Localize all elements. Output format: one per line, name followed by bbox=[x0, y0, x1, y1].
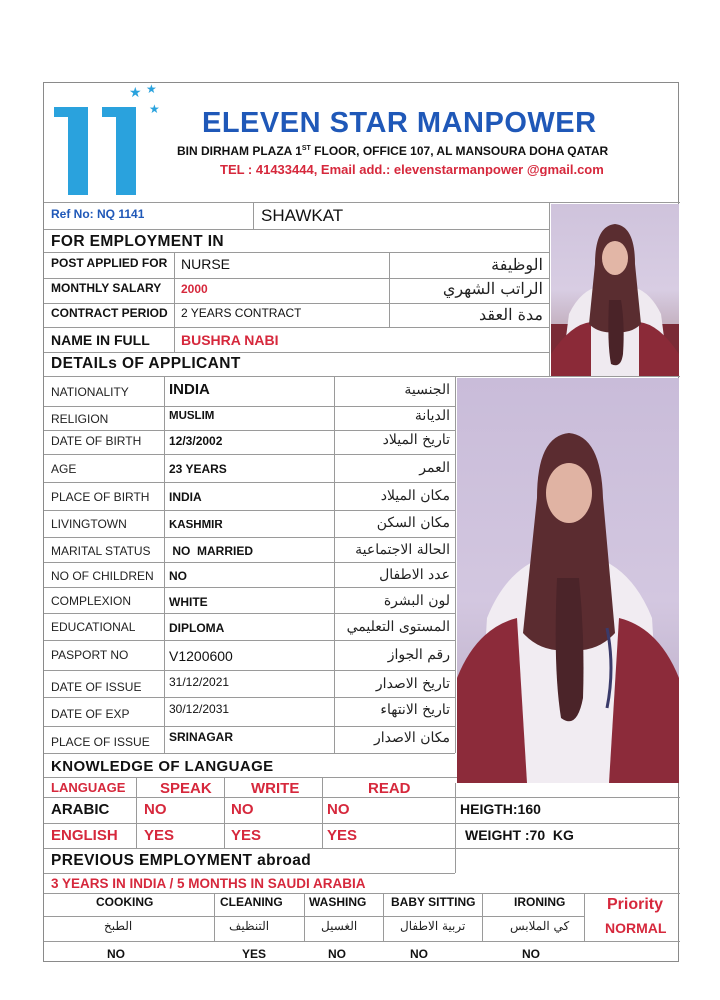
read-header: READ bbox=[368, 781, 411, 796]
contract-label: CONTRACT PERIOD bbox=[51, 307, 168, 319]
issue-date-arabic: تاريخ الاصدار bbox=[375, 676, 450, 692]
weight-value: WEIGHT :70 KG bbox=[465, 828, 574, 842]
english-speak: YES bbox=[144, 828, 175, 843]
religion-label: RELIGION bbox=[51, 413, 109, 425]
post-arabic: الوظيفة bbox=[491, 255, 543, 274]
complexion-label: COMPLEXION bbox=[51, 595, 132, 607]
educational-label: EDUCATIONAL bbox=[51, 621, 136, 633]
washing-value: NO bbox=[328, 948, 346, 960]
cooking-label: COOKING bbox=[96, 896, 154, 908]
children-value: NO bbox=[169, 570, 187, 582]
nationality-value: INDIA bbox=[169, 382, 210, 397]
priority-label: Priority bbox=[607, 897, 664, 913]
star-icon: ★ bbox=[149, 102, 160, 116]
star-icon: ★ bbox=[146, 82, 157, 96]
arabic-speak: NO bbox=[144, 802, 167, 817]
educational-value: DIPLOMA bbox=[169, 622, 225, 634]
issue-date-value: 31/12/2021 bbox=[169, 676, 230, 688]
baby-sitting-value: NO bbox=[410, 948, 428, 960]
religion-arabic: الديانة bbox=[414, 408, 450, 424]
dob-label: DATE OF BIRTH bbox=[51, 435, 142, 447]
dob-value: 12/3/2002 bbox=[169, 435, 223, 447]
cleaning-arabic: التنظيف bbox=[229, 919, 270, 933]
previous-employment-heading: PREVIOUS EMPLOYMENT abroad bbox=[51, 853, 312, 869]
cleaning-label: CLEANING bbox=[220, 896, 283, 908]
baby-sitting-arabic: تربية الاطفال bbox=[400, 919, 466, 933]
speak-header: SPEAK bbox=[160, 781, 212, 796]
cleaning-value: YES bbox=[242, 948, 267, 960]
children-label: NO OF CHILDREN bbox=[51, 570, 154, 582]
place-of-issue-arabic: مكان الاصدار bbox=[374, 730, 450, 746]
complexion-arabic: لون البشرة bbox=[383, 593, 450, 609]
company-contact: TEL : 41433444, Email add.: elevenstarmanpower @gmail.com bbox=[220, 163, 604, 176]
write-header: WRITE bbox=[251, 781, 300, 796]
marital-status-label: MARITAL STATUS bbox=[51, 545, 151, 557]
name-value: BUSHRA NABI bbox=[181, 333, 279, 347]
english-label: ENGLISH bbox=[51, 828, 118, 843]
english-read: YES bbox=[327, 828, 358, 843]
children-arabic: عدد الاطفال bbox=[379, 567, 450, 583]
marital-status-value: NO MARRIED bbox=[169, 545, 253, 557]
priority-value: NORMAL bbox=[605, 921, 667, 935]
star-icon: ★ bbox=[129, 84, 142, 100]
cooking-value: NO bbox=[107, 948, 125, 960]
details-heading: DETAILs OF APPLICANT bbox=[51, 356, 241, 372]
cooking-arabic: الطبخ bbox=[104, 919, 133, 933]
previous-employment-value: 3 YEARS IN INDIA / 5 MONTHS IN SAUDI ARABIA bbox=[51, 877, 366, 891]
company-name: ELEVEN STAR MANPOWER bbox=[202, 109, 597, 138]
ironing-arabic: كي الملابس bbox=[510, 919, 570, 933]
salary-value: 2000 bbox=[181, 283, 208, 295]
exp-date-arabic: تاريخ الانتهاء bbox=[380, 702, 450, 718]
nationality-label: NATIONALITY bbox=[51, 386, 129, 398]
nationality-arabic: الجنسية bbox=[404, 382, 450, 398]
salary-arabic: الراتب الشهري bbox=[442, 279, 543, 298]
place-of-birth-value: INDIA bbox=[169, 491, 202, 503]
applicant-photo-small bbox=[551, 204, 679, 376]
dob-arabic: تاريخ الميلاد bbox=[382, 432, 450, 448]
employment-heading: FOR EMPLOYMENT IN bbox=[51, 234, 224, 250]
washing-label: WASHING bbox=[309, 896, 367, 908]
language-header: LANGUAGE bbox=[51, 781, 126, 794]
company-address: BIN DIRHAM PLAZA 1ST FLOOR, OFFICE 107, AL MANSOURA DOHA QATAR bbox=[177, 145, 609, 157]
educational-arabic: المستوى التعليمي bbox=[346, 619, 450, 635]
age-value: 23 YEARS bbox=[169, 463, 227, 475]
ironing-label: IRONING bbox=[514, 896, 566, 908]
passport-arabic: رقم الجواز bbox=[387, 647, 450, 663]
washing-arabic: الغسيل bbox=[321, 919, 358, 933]
religion-value: MUSLIM bbox=[169, 411, 215, 422]
ironing-value: NO bbox=[522, 948, 540, 960]
application-form bbox=[43, 82, 679, 962]
height-value: HEIGTH:160 bbox=[460, 802, 541, 816]
place-of-issue-value: SRINAGAR bbox=[169, 731, 234, 743]
place-of-issue-label: PLACE OF ISSUE bbox=[51, 736, 150, 748]
livingtown-arabic: مكان السكن bbox=[376, 515, 450, 531]
arabic-write: NO bbox=[231, 802, 254, 817]
arabic-read: NO bbox=[327, 802, 350, 817]
sponsor-name: SHAWKAT bbox=[261, 207, 344, 224]
passport-value: V1200600 bbox=[169, 649, 233, 663]
livingtown-label: LIVINGTOWN bbox=[51, 518, 127, 530]
place-of-birth-label: PLACE OF BIRTH bbox=[51, 491, 150, 503]
name-label: NAME IN FULL bbox=[51, 333, 150, 347]
salary-label: MONTHLY SALARY bbox=[51, 282, 162, 294]
age-arabic: العمر bbox=[419, 460, 450, 476]
exp-date-value: 30/12/2031 bbox=[169, 703, 230, 715]
contract-arabic: مدة العقد bbox=[479, 305, 543, 324]
post-label: POST APPLIED FOR bbox=[51, 257, 168, 269]
ref-number: Ref No: NQ 1141 bbox=[51, 208, 145, 220]
age-label: AGE bbox=[51, 463, 77, 475]
place-of-birth-arabic: مكان الميلاد bbox=[380, 488, 450, 504]
issue-date-label: DATE OF ISSUE bbox=[51, 681, 142, 693]
language-heading: KNOWLEDGE OF LANGUAGE bbox=[51, 759, 274, 774]
livingtown-value: KASHMIR bbox=[169, 520, 223, 531]
post-value: NURSE bbox=[181, 257, 231, 271]
contract-value: 2 YEARS CONTRACT bbox=[181, 307, 302, 319]
complexion-value: WHITE bbox=[169, 596, 208, 608]
english-write: YES bbox=[231, 828, 262, 843]
arabic-label: ARABIC bbox=[51, 802, 110, 817]
passport-label: PASPORT NO bbox=[51, 649, 129, 661]
applicant-photo-large bbox=[457, 378, 679, 783]
baby-sitting-label: BABY SITTING bbox=[391, 896, 476, 908]
marital-status-arabic: الحالة الاجتماعية bbox=[355, 542, 450, 558]
exp-date-label: DATE OF EXP bbox=[51, 708, 130, 720]
